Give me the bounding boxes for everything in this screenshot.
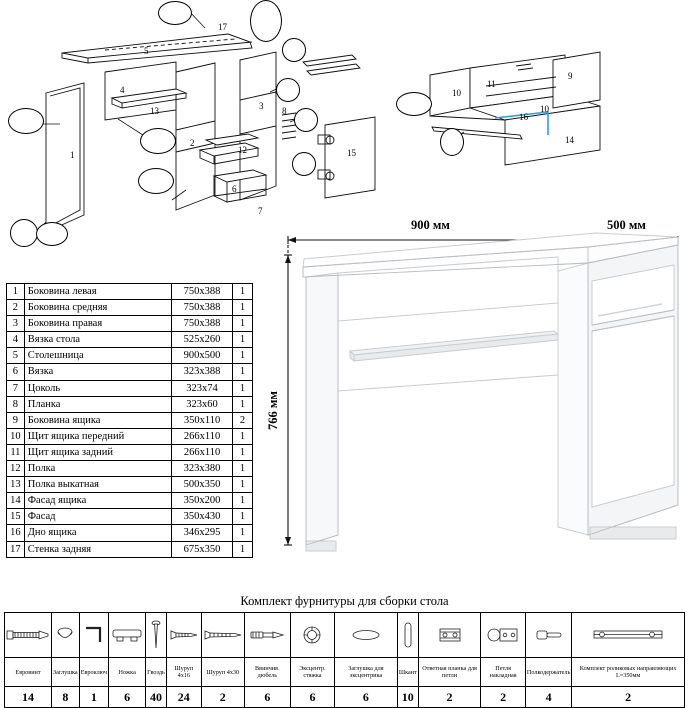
part-index: 7 bbox=[7, 380, 25, 396]
part-index: 13 bbox=[7, 477, 25, 493]
hw-cell-cap-icon bbox=[52, 613, 80, 658]
part-index: 4 bbox=[7, 332, 25, 348]
callout-1: 1 bbox=[70, 150, 75, 160]
hw-cell-dowel-screw-icon bbox=[244, 613, 290, 658]
part-index: 6 bbox=[7, 364, 25, 380]
part-index: 14 bbox=[7, 493, 25, 509]
hw-name-4: Гвоздь bbox=[146, 658, 167, 687]
table-row bbox=[7, 477, 253, 493]
dowel-screw-icon bbox=[249, 628, 285, 642]
part-qty: 1 bbox=[233, 364, 253, 380]
depth-dimension-label: 500 мм bbox=[607, 218, 646, 232]
callout-5: 5 bbox=[144, 46, 149, 56]
part-name: Полка выкатная bbox=[24, 477, 171, 493]
part-name: Боковина левая bbox=[24, 284, 171, 300]
part-size: 323х74 bbox=[172, 380, 233, 396]
part-size: 350х200 bbox=[172, 493, 233, 509]
part-index: 8 bbox=[7, 396, 25, 412]
screw-4x16-icon bbox=[169, 628, 199, 642]
callout-6: 6 bbox=[232, 184, 237, 194]
callout-12: 12 bbox=[238, 145, 247, 155]
hw-name-12: Петля накладная bbox=[481, 658, 526, 687]
part-qty: 1 bbox=[233, 284, 253, 300]
callout-bubble-foot bbox=[36, 222, 68, 246]
callout-9b: 10 bbox=[452, 88, 461, 98]
part-name: Щит ящика передний bbox=[24, 428, 171, 444]
hw-count-10: 10 bbox=[397, 687, 418, 708]
part-name: Вязка стола bbox=[24, 332, 171, 348]
part-index: 1 bbox=[7, 284, 25, 300]
parts-table-body bbox=[7, 284, 253, 558]
hw-cell-cam-lock-icon bbox=[290, 613, 334, 658]
part-size: 350х110 bbox=[172, 412, 233, 428]
hardware-kit-title: Комплект фурнитуры для сборки стола bbox=[240, 594, 449, 608]
callout-3: 3 bbox=[259, 101, 264, 111]
part-qty: 1 bbox=[233, 525, 253, 541]
part-qty: 1 bbox=[233, 300, 253, 316]
nail-icon bbox=[151, 620, 161, 650]
table-row bbox=[7, 300, 253, 316]
callout-4: 4 bbox=[120, 85, 125, 95]
hw-count-2: 1 bbox=[79, 687, 108, 708]
hw-count-6: 2 bbox=[201, 687, 244, 708]
part-name: Щит ящика задний bbox=[24, 444, 171, 460]
table-row bbox=[7, 541, 253, 557]
hw-count-4: 40 bbox=[146, 687, 167, 708]
hw-name-1: Заглушка bbox=[52, 658, 80, 687]
part-name: Фасад ящика bbox=[24, 493, 171, 509]
part-qty: 1 bbox=[233, 348, 253, 364]
hw-count-5: 24 bbox=[166, 687, 201, 708]
callout-15: 15 bbox=[347, 148, 356, 158]
hw-count-11: 2 bbox=[418, 687, 481, 708]
part-name: Стенка задняя bbox=[24, 541, 171, 557]
callout-8: 8 bbox=[282, 106, 287, 116]
part-index: 16 bbox=[7, 525, 25, 541]
part-size: 323х388 bbox=[172, 364, 233, 380]
part-index: 15 bbox=[7, 509, 25, 525]
part-qty: 1 bbox=[233, 461, 253, 477]
part-index: 9 bbox=[7, 412, 25, 428]
callout-11: 11 bbox=[487, 79, 496, 89]
hardware-table bbox=[4, 612, 685, 708]
part-size: 323х60 bbox=[172, 396, 233, 412]
part-size: 350х430 bbox=[172, 509, 233, 525]
hw-count-0: 14 bbox=[5, 687, 52, 708]
callout-2: 2 bbox=[190, 138, 195, 148]
slide-rail-icon bbox=[592, 627, 664, 643]
hw-name-0: Евровинт bbox=[5, 658, 52, 687]
part-size: 750х388 bbox=[172, 300, 233, 316]
part-qty: 1 bbox=[233, 509, 253, 525]
part-name: Дно ящика bbox=[24, 525, 171, 541]
foot-icon bbox=[110, 626, 144, 644]
table-row bbox=[7, 364, 253, 380]
hw-cell-allen-key-icon bbox=[79, 613, 108, 658]
hw-cell-hinge-plate-icon bbox=[418, 613, 481, 658]
table-row bbox=[7, 332, 253, 348]
hw-name-2: Евроключ bbox=[79, 658, 108, 687]
hw-cell-wooden-dowel-icon bbox=[397, 613, 418, 658]
part-qty: 1 bbox=[233, 541, 253, 557]
part-size: 266х110 bbox=[172, 428, 233, 444]
hinge-icon bbox=[486, 623, 520, 647]
parts-table bbox=[6, 283, 253, 558]
hw-name-9: Заглушка для эксцентрика bbox=[335, 658, 398, 687]
hw-name-6: Шуруп 4х30 bbox=[201, 658, 244, 687]
desk-svg bbox=[258, 215, 688, 575]
part-size: 266х110 bbox=[172, 444, 233, 460]
part-index: 2 bbox=[7, 300, 25, 316]
callout-bubble-euroscrew-2 bbox=[8, 108, 44, 134]
hw-count-13: 4 bbox=[525, 687, 571, 708]
part-name: Боковина правая bbox=[24, 316, 171, 332]
hw-cell-euro-screw-icon bbox=[5, 613, 52, 658]
hardware-counts-row bbox=[5, 687, 685, 708]
part-name: Фасад bbox=[24, 509, 171, 525]
hw-name-8: Эксцентр. стяжка bbox=[290, 658, 334, 687]
cam-lock-icon bbox=[301, 624, 323, 646]
hw-count-12: 2 bbox=[481, 687, 526, 708]
cap-icon bbox=[55, 626, 75, 644]
callout-17: 17 bbox=[218, 22, 227, 32]
hw-cell-screw-4x16-icon bbox=[166, 613, 201, 658]
callout-16: 16 bbox=[519, 112, 528, 122]
part-index: 11 bbox=[7, 444, 25, 460]
table-row bbox=[7, 493, 253, 509]
hw-name-14: Комплект роликовых направляющих L=350мм bbox=[572, 658, 685, 687]
hw-name-10: Шкант bbox=[397, 658, 418, 687]
callout-bubble-hinge bbox=[294, 108, 318, 132]
part-qty: 1 bbox=[233, 316, 253, 332]
callout-bubble-rail-screw bbox=[396, 92, 432, 116]
screw-4x30-icon bbox=[203, 628, 243, 642]
part-name: Боковина ящика bbox=[24, 412, 171, 428]
hw-name-5: Шуруп 4х16 bbox=[166, 658, 201, 687]
part-name: Цоколь bbox=[24, 380, 171, 396]
part-index: 5 bbox=[7, 348, 25, 364]
callout-bubble-nail bbox=[440, 128, 464, 156]
hw-count-9: 6 bbox=[335, 687, 398, 708]
part-name: Полка bbox=[24, 461, 171, 477]
hw-count-1: 8 bbox=[52, 687, 80, 708]
table-row bbox=[7, 348, 253, 364]
part-size: 675х350 bbox=[172, 541, 233, 557]
hw-cell-screw-4x30-icon bbox=[201, 613, 244, 658]
part-size: 900х500 bbox=[172, 348, 233, 364]
euro-screw-icon bbox=[6, 627, 50, 643]
table-row bbox=[7, 444, 253, 460]
table-row bbox=[7, 428, 253, 444]
width-dimension-label: 900 мм bbox=[411, 218, 450, 232]
table-row bbox=[7, 412, 253, 428]
callout-9: 9 bbox=[568, 71, 573, 81]
callout-bubble-cam bbox=[282, 38, 306, 62]
allen-key-icon bbox=[83, 624, 105, 646]
part-size: 525х260 bbox=[172, 332, 233, 348]
table-row bbox=[7, 284, 253, 300]
table-row bbox=[7, 525, 253, 541]
cam-cap-icon bbox=[351, 629, 381, 641]
callout-7: 7 bbox=[258, 206, 263, 216]
part-size: 346х295 bbox=[172, 525, 233, 541]
part-qty: 1 bbox=[233, 332, 253, 348]
shelf-holder-icon bbox=[535, 628, 563, 642]
part-qty: 1 bbox=[233, 493, 253, 509]
part-size: 750х388 bbox=[172, 316, 233, 332]
table-row bbox=[7, 316, 253, 332]
hw-cell-foot-icon bbox=[109, 613, 146, 658]
hw-name-13: Полкодержатель bbox=[525, 658, 571, 687]
wooden-dowel-icon bbox=[402, 621, 414, 649]
part-name: Боковина средняя bbox=[24, 300, 171, 316]
part-name: Планка bbox=[24, 396, 171, 412]
hardware-names-row bbox=[5, 658, 685, 687]
hw-count-8: 6 bbox=[290, 687, 334, 708]
part-name: Столешница bbox=[24, 348, 171, 364]
callout-bubble-euroscrew-4 bbox=[138, 168, 174, 194]
callout-bubble-backwall bbox=[250, 0, 282, 42]
hw-count-3: 6 bbox=[109, 687, 146, 708]
part-qty: 1 bbox=[233, 477, 253, 493]
callout-bubble-hinge-2 bbox=[292, 152, 316, 176]
hw-count-14: 2 bbox=[572, 687, 685, 708]
hw-count-7: 6 bbox=[244, 687, 290, 708]
part-index: 12 bbox=[7, 461, 25, 477]
table-row bbox=[7, 509, 253, 525]
part-size: 323х380 bbox=[172, 461, 233, 477]
part-qty: 2 bbox=[233, 412, 253, 428]
part-index: 3 bbox=[7, 316, 25, 332]
hw-cell-shelf-holder-icon bbox=[525, 613, 571, 658]
hw-name-11: Ответная планка для петли bbox=[418, 658, 481, 687]
hw-cell-hinge-icon bbox=[481, 613, 526, 658]
callout-bubble-euroscrew-3 bbox=[140, 128, 176, 154]
table-row bbox=[7, 461, 253, 477]
part-qty: 1 bbox=[233, 444, 253, 460]
part-qty: 1 bbox=[233, 428, 253, 444]
hinge-plate-icon bbox=[437, 623, 463, 647]
height-dimension-label: 766 мм bbox=[266, 391, 280, 430]
callout-14: 14 bbox=[565, 135, 574, 145]
hw-name-3: Ножка bbox=[109, 658, 146, 687]
part-size: 750х388 bbox=[172, 284, 233, 300]
desk-dimension-drawing bbox=[258, 215, 688, 575]
callout-13: 13 bbox=[150, 106, 159, 116]
part-index: 10 bbox=[7, 428, 25, 444]
hw-cell-cam-cap-icon bbox=[335, 613, 398, 658]
hw-cell-nail-icon bbox=[146, 613, 167, 658]
part-qty: 1 bbox=[233, 380, 253, 396]
part-size: 500х350 bbox=[172, 477, 233, 493]
part-index: 17 bbox=[7, 541, 25, 557]
table-row bbox=[7, 396, 253, 412]
callout-bubble-euroscrew-1 bbox=[10, 219, 38, 247]
hw-cell-slide-rail-icon bbox=[572, 613, 685, 658]
part-qty: 1 bbox=[233, 396, 253, 412]
table-row bbox=[7, 380, 253, 396]
callout-bubble-dowel bbox=[276, 78, 300, 102]
callout-10: 10 bbox=[540, 104, 549, 114]
part-name: Вязка bbox=[24, 364, 171, 380]
hardware-icons-row bbox=[5, 613, 685, 658]
hw-name-7: Ввинчив. дюбель bbox=[244, 658, 290, 687]
callout-bubble-screw-top bbox=[158, 1, 192, 25]
